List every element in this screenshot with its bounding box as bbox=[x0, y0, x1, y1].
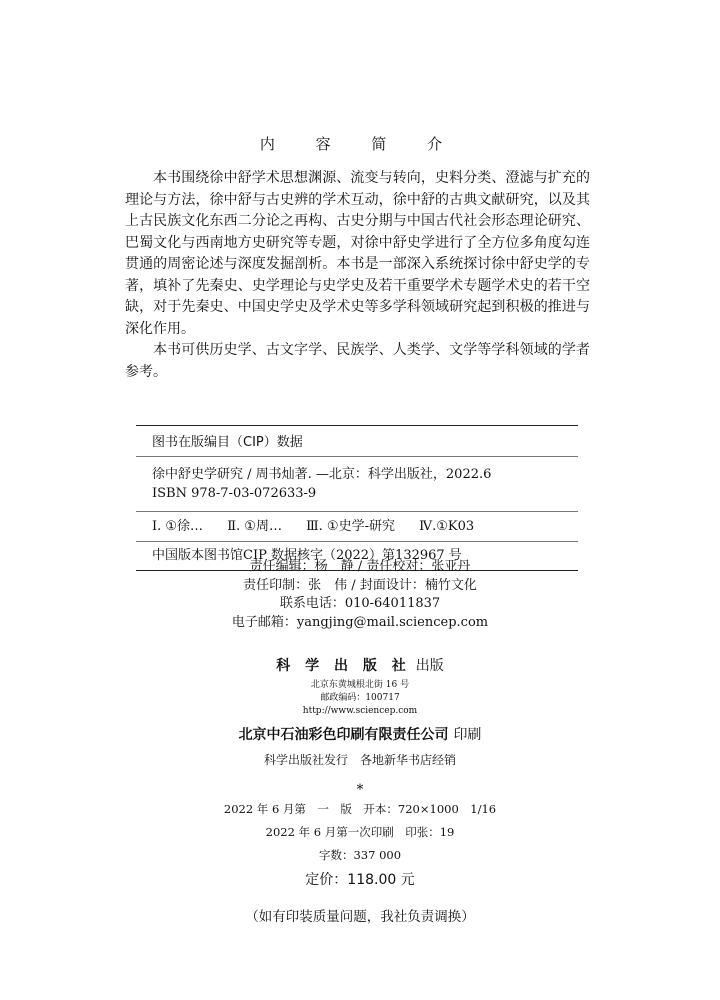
quality-notice: （如有印装质量问题，我社负责调换） bbox=[245, 909, 475, 925]
publisher-postcode: 邮政编码：100717 bbox=[320, 693, 400, 703]
cip-class-1: Ⅰ. ①徐… bbox=[152, 519, 204, 534]
publisher-address: 北京东黄城根北街 16 号 bbox=[310, 680, 410, 690]
printer-name: 北京中石油彩色印刷有限责任公司 bbox=[238, 727, 449, 743]
cip-bibliographic bbox=[136, 457, 578, 512]
publisher-name-line bbox=[0, 655, 720, 675]
price-line: 定价：118.00 元 bbox=[305, 872, 415, 888]
publisher-name: 科 学 出 版 社 bbox=[276, 658, 411, 674]
impression-line: 2022 年 6 月第一次印刷 印张：19 bbox=[265, 825, 455, 839]
editor-line: 责任编辑：杨 静 / 责任校对：张亚丹 bbox=[249, 559, 471, 574]
phone-line: 联系电话：010-64011837 bbox=[279, 596, 441, 611]
cip-title-line: 徐中舒史学研究 / 周书灿著. —北京：科学出版社，2022.6 bbox=[152, 467, 492, 482]
cip-isbn: ISBN 978-7-03-072633-9 bbox=[152, 486, 317, 501]
publisher-suffix: 出版 bbox=[415, 658, 444, 674]
cip-class-4: Ⅳ.①K03 bbox=[419, 519, 475, 534]
staff-credits bbox=[0, 558, 720, 632]
summary-body bbox=[125, 168, 590, 383]
printing-line: 责任印制：张 伟 / 封面设计：楠竹文化 bbox=[243, 577, 477, 593]
cip-class-2: Ⅱ. ①周… bbox=[227, 519, 282, 534]
email-line: 电子邮箱：yangjing@mail.sciencep.com bbox=[231, 614, 489, 630]
publisher-url: http://www.sciencep.com bbox=[302, 706, 418, 716]
cip-verify-number: 中国版本图书馆CIP 数据核字（2022）第132967 号 bbox=[152, 548, 462, 563]
cip-classification bbox=[136, 512, 578, 542]
edition-line: 2022 年 6 月第 一 版 开本：720×1000 1/16 bbox=[223, 802, 497, 816]
printer-line bbox=[0, 724, 720, 744]
distribution-line: 科学出版社发行 各地新华书店经销 bbox=[263, 753, 456, 767]
cip-header: 图书在版编目（CIP）数据 bbox=[136, 426, 578, 457]
separator-star: * bbox=[356, 782, 364, 798]
summary-title: 内 容 简 介 bbox=[259, 135, 461, 153]
cip-class-3: Ⅲ. ①史学-研究 bbox=[306, 519, 395, 534]
printer-suffix: 印刷 bbox=[453, 727, 482, 743]
summary-paragraph-2: 本书可供历史学、古文字学、民族学、人类学、文学等学科领域的学者参考。 bbox=[125, 342, 590, 380]
cip-data-block bbox=[136, 425, 578, 571]
publisher-block bbox=[0, 655, 720, 925]
summary-paragraph-1: 本书围绕徐中舒学术思想渊源、流变与转向，史料分类、澄滤与扩充的理论与方法，徐中舒与古史辨的学术互动，徐中舒的古典文献研究，以及其上古民族文化东西二分论之再构、古史分期与中国古代社会形态理论研究、巴蜀文化与西南地方史研究等专题，对徐中舒史学进行了全方位多角度勾连贯通的周密论述与深度发掘剖析。本书是一部深入系统探讨徐中舒史学的专著，填补了先秦史、史学理论与史学史及若干重要学术专题学术史的若干空缺，对于先秦史、中国史学史及学术史等多学科领域研究起到积极的推进与深化作用。 bbox=[125, 170, 590, 337]
wordcount-line: 字数：337 000 bbox=[318, 848, 402, 862]
